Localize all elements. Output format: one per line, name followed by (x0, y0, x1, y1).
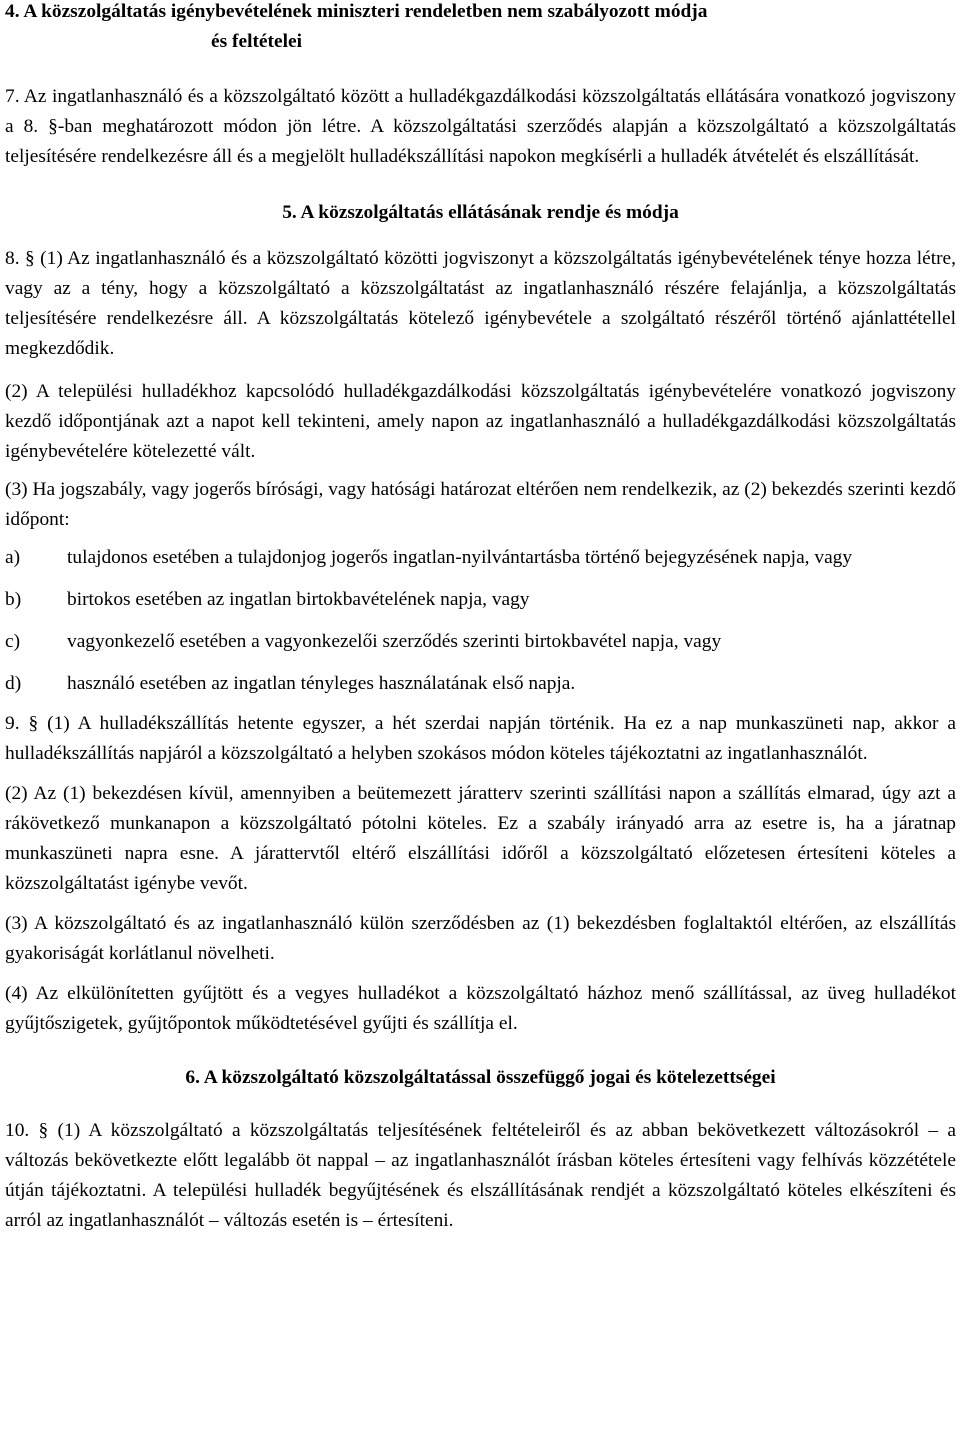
list-item-text: tulajdonos esetében a tulajdonjog jogerős ingatlan-nyilvántartásba történő bejegyzésének napja, vagy (67, 547, 853, 568)
list-item-marker: a) (5, 547, 21, 568)
section-4-heading-line-2: és feltételei (211, 31, 302, 52)
paragraph-10-1: 10. § (1) A közszolgáltató a közszolgáltatás teljesítésének feltételeiről és az abban bekövetkezett változásokról – a változás bekövetkezte előtt legalább öt nappal – az ingatlanhasználót írásban köteles értesíteni vagy felhívás közzététele útján tájékoztatni. A települési hulladék begyűjtésének és elszállításának rendjét a közszolgáltató köteles elkészíteni és arról az ingatlanhasználót – változás esetén is – értesíteni. (5, 1120, 956, 1231)
section-4-heading-line-1: 4. A közszolgáltatás igénybevételének miniszteri rendeletben nem szabályozott módja (5, 1, 708, 22)
list-item (5, 627, 956, 657)
list-item-marker: b) (5, 589, 22, 610)
paragraph-8-3: (3) Ha jogszabály, vagy jogerős bírósági, vagy hatósági határozat eltérően nem rendelkezik, az (2) bekezdés szerinti kezdő időpont: (5, 479, 956, 530)
list-item-text: használó esetében az ingatlan tényleges használatának első napja. (67, 673, 576, 694)
paragraph-8-2: (2) A települési hulladékhoz kapcsolódó hulladékgazdálkodási közszolgáltatás igénybevételére vonatkozó jogviszony kezdő időpontjának azt a napot kell tekinteni, amely napon az ingatlanhasználó a hulladékgazdálkodási közszolgáltatás igénybevételére kötelezetté vált. (5, 381, 956, 462)
list-item-marker: d) (5, 673, 22, 694)
paragraph-9-2: (2) Az (1) bekezdésen kívül, amennyiben a beütemezett járatterv szerinti szállítási napon a szállítás elmarad, úgy azt a rákövetkező munkanapon a közszolgáltató pótolni köteles. Ez a szabály irányadó arra az esetre is, ha a járatnap munkaszüneti napra esne. A járattervtől eltérő elszállítási időről a közszolgáltató előzetesen értesíteni köteles a közszolgáltatást igénybe vevőt. (5, 783, 956, 894)
paragraph-9-4: (4) Az elkülönítetten gyűjtött és a vegyes hulladékot a közszolgáltató házhoz menő szállítással, az üveg hulladékot gyűjtőszigetek, gyűjtőpontok működtetésével gyűjti és szállítja el. (5, 983, 956, 1034)
document-page (5, 0, 956, 1236)
list-item-text: vagyonkezelő esetében a vagyonkezelői szerződés szerinti birtokbavétel napja, vagy (67, 631, 722, 652)
section-4-heading (5, 0, 956, 57)
paragraph-9-1: 9. § (1) A hulladékszállítás hetente egyszer, a hét szerdai napján történik. Ha ez a nap munkaszüneti nap, akkor a hulladékszállítás napjáról a közszolgáltató a helyben szokásos módon köteles tájékoztatni az ingatlanhasználót. (5, 713, 956, 764)
paragraph-9-3: (3) A közszolgáltató és az ingatlanhasználó külön szerződésben az (1) bekezdésben foglaltaktól eltérően, az elszállítás gyakoriságát korlátlanul növelheti. (5, 913, 956, 964)
list-item-text: birtokos esetében az ingatlan birtokbavételének napja, vagy (67, 589, 530, 610)
list-item-marker: c) (5, 631, 21, 652)
start-date-list (5, 543, 956, 699)
list-item (5, 669, 956, 699)
section-6-heading: 6. A közszolgáltató közszolgáltatással összefüggő jogai és kötelezettségei (185, 1067, 776, 1088)
list-item (5, 543, 956, 573)
paragraph-7: 7. Az ingatlanhasználó és a közszolgáltató között a hulladékgazdálkodási közszolgáltatás ellátására vonatkozó jogviszony a 8. §-ban meghatározott módon jön létre. A közszolgáltatási szerződés alapján a közszolgáltató a közszolgáltatás teljesítésére rendelkezésre áll és a megjelölt hulladékszállítási napokon megkísérli a hulladék átvételét és elszállítását. (5, 86, 956, 167)
paragraph-8-1: 8. § (1) Az ingatlanhasználó és a közszolgáltató közötti jogviszonyt a közszolgáltatás igénybevételének ténye hozza létre, vagy az a tény, hogy a közszolgáltató a közszolgáltatást az ingatlanhasználó részére felajánlja, a közszolgáltatás teljesítésére rendelkezésre áll. A közszolgáltatás kötelező igénybevétele a szolgáltató részéről történő ajánlattétellel megkezdődik. (5, 248, 956, 359)
list-item (5, 585, 956, 615)
section-5-heading: 5. A közszolgáltatás ellátásának rendje és módja (282, 202, 679, 223)
